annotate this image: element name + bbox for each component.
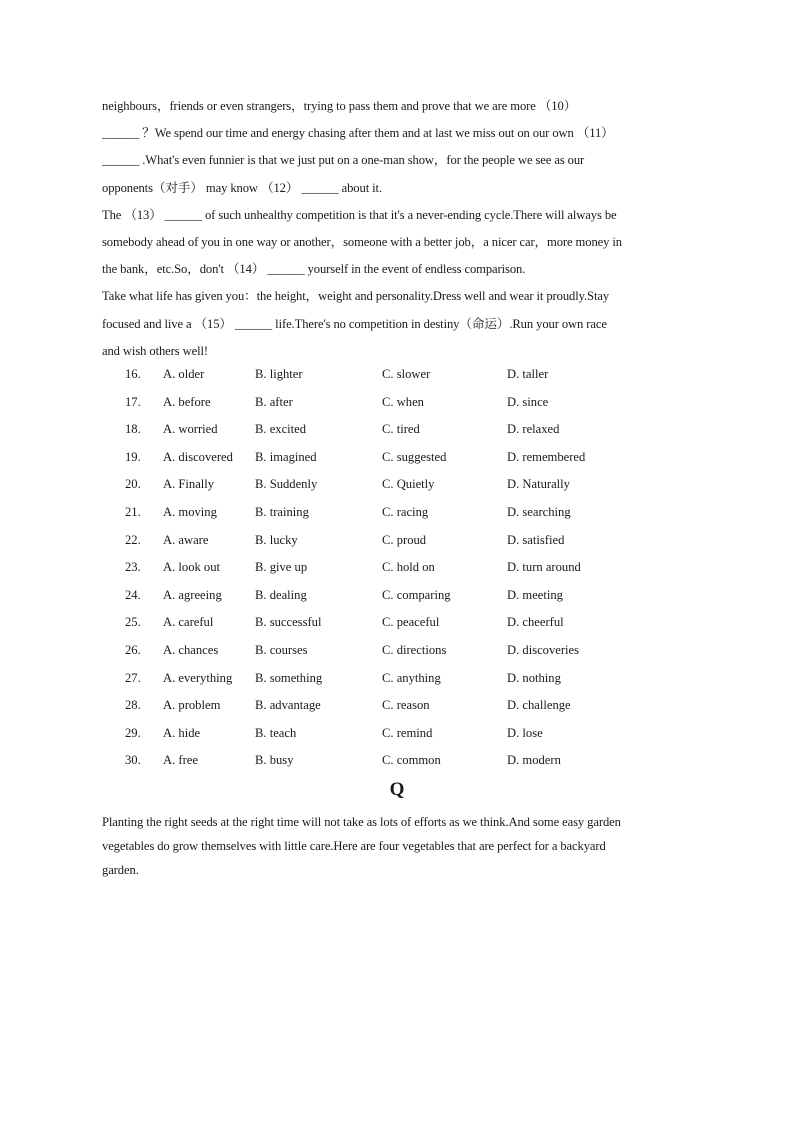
option-a: A. agreeing — [163, 587, 222, 602]
passage-line: focused and live a （15） ______ life.There's no competition in destiny（命运）.Run your own race — [102, 316, 607, 331]
option-a: A. free — [163, 753, 198, 768]
option-c: C. racing — [382, 504, 429, 519]
section-mark: Q — [389, 779, 405, 800]
option-c: C. anything — [382, 670, 441, 685]
question-number: 29. — [125, 725, 141, 740]
option-d: D. meeting — [507, 587, 563, 602]
question-row — [0, 527, 794, 555]
passage-line: and wish others well! — [102, 343, 208, 358]
option-a: A. moving — [163, 504, 217, 519]
option-b: B. give up — [255, 560, 308, 575]
question-row — [0, 665, 794, 693]
passage-line: garden. — [102, 863, 139, 877]
option-c: C. Quietly — [382, 477, 435, 492]
option-a: A. aware — [163, 532, 209, 547]
question-row — [0, 444, 794, 472]
cloze-passage — [102, 93, 702, 365]
option-a: A. Finally — [163, 477, 215, 492]
option-d: D. since — [507, 394, 549, 409]
option-b: B. after — [255, 394, 293, 409]
option-c: C. tired — [382, 422, 420, 437]
question-row — [0, 609, 794, 637]
question-row — [0, 416, 794, 444]
question-row — [0, 692, 794, 720]
question-number: 28. — [125, 698, 141, 713]
option-d: D. nothing — [507, 670, 561, 685]
option-b: B. imagined — [255, 449, 317, 464]
passage-line: The （13） ______ of such unhealthy competition is that it's a never-ending cycle.There will always be — [102, 207, 617, 222]
option-d: D. remembered — [507, 449, 586, 464]
option-c: C. peaceful — [382, 615, 440, 630]
option-a: A. hide — [163, 725, 201, 740]
option-b: B. courses — [255, 642, 308, 657]
option-d: D. relaxed — [507, 422, 560, 437]
option-d: D. lose — [507, 725, 543, 740]
option-a: A. everything — [163, 670, 233, 685]
passage-line: Take what life has given you：the height，weight and personality.Dress well and wear it proudly.Stay — [102, 289, 610, 304]
option-b: B. training — [255, 504, 309, 519]
option-d: D. satisfied — [507, 532, 565, 547]
question-number: 17. — [125, 394, 141, 409]
option-a: A. older — [163, 367, 205, 381]
question-row — [0, 554, 794, 582]
option-d: D. taller — [507, 367, 549, 381]
question-number: 25. — [125, 615, 141, 630]
question-row — [0, 361, 794, 389]
option-a: A. problem — [163, 698, 221, 713]
option-b: B. advantage — [255, 698, 321, 713]
passage-line: the bank，etc.So，don't （14） ______ yourself in the event of endless comparison. — [102, 262, 526, 277]
option-c: C. reason — [382, 698, 430, 713]
option-c: C. remind — [382, 725, 433, 740]
reading-passage — [102, 810, 702, 882]
option-b: B. something — [255, 670, 323, 685]
option-b: B. lucky — [255, 532, 298, 547]
option-a: A. careful — [163, 615, 214, 630]
passage-line: vegetables do grow themselves with little care.Here are four vegetables that are perfect for a backyard — [102, 839, 606, 853]
option-d: D. turn around — [507, 560, 581, 575]
question-row — [0, 499, 794, 527]
option-d: D. cheerful — [507, 615, 564, 630]
option-c: C. directions — [382, 642, 447, 657]
question-number: 19. — [125, 449, 141, 464]
passage-line: opponents（对手） may know （12） ______ about it. — [102, 180, 382, 195]
option-b: B. excited — [255, 422, 307, 437]
option-d: D. modern — [507, 753, 561, 768]
question-row — [0, 389, 794, 417]
passage-line: Planting the right seeds at the right time will not take as lots of efforts as we think.And some easy garden — [102, 815, 621, 829]
passage-line: ______ .What's even funnier is that we just put on a one-man show，for the people we see as our — [102, 153, 585, 168]
option-a: A. before — [163, 394, 211, 409]
option-c: C. common — [382, 753, 441, 768]
question-row — [0, 637, 794, 665]
question-number: 20. — [125, 477, 141, 492]
answer-options-list — [0, 361, 794, 775]
option-c: C. proud — [382, 532, 427, 547]
question-row — [0, 471, 794, 499]
question-number: 21. — [125, 504, 141, 519]
question-number: 16. — [125, 367, 141, 381]
question-number: 26. — [125, 642, 141, 657]
option-c: C. slower — [382, 367, 431, 381]
passage-line: ______ ？We spend our time and energy chasing after them and at last we miss out on our own （11） — [102, 126, 614, 141]
question-row — [0, 582, 794, 610]
option-c: C. comparing — [382, 587, 451, 602]
option-a: A. chances — [163, 642, 219, 657]
question-number: 22. — [125, 532, 141, 547]
option-c: C. when — [382, 394, 424, 409]
question-row — [0, 720, 794, 748]
question-number: 24. — [125, 587, 141, 602]
question-number: 30. — [125, 753, 141, 768]
option-d: D. Naturally — [507, 477, 570, 492]
option-d: D. searching — [507, 504, 571, 519]
option-a: A. look out — [163, 560, 221, 575]
option-b: B. busy — [255, 753, 294, 768]
option-b: B. successful — [255, 615, 322, 630]
option-d: D. challenge — [507, 698, 571, 713]
passage-line: neighbours，friends or even strangers，trying to pass them and prove that we are more （10） — [102, 99, 577, 113]
option-b: B. dealing — [255, 587, 307, 602]
option-a: A. discovered — [163, 449, 233, 464]
passage-line: somebody ahead of you in one way or another，someone with a better job，a nicer car，more money in — [102, 234, 622, 249]
question-row — [0, 747, 794, 775]
option-b: B. lighter — [255, 367, 303, 381]
option-b: B. teach — [255, 725, 297, 740]
question-number: 23. — [125, 560, 141, 575]
question-number: 18. — [125, 422, 141, 437]
option-c: C. hold on — [382, 560, 435, 575]
option-d: D. discoveries — [507, 642, 580, 657]
option-c: C. suggested — [382, 449, 447, 464]
question-number: 27. — [125, 670, 141, 685]
option-a: A. worried — [163, 422, 218, 437]
option-b: B. Suddenly — [255, 477, 318, 492]
